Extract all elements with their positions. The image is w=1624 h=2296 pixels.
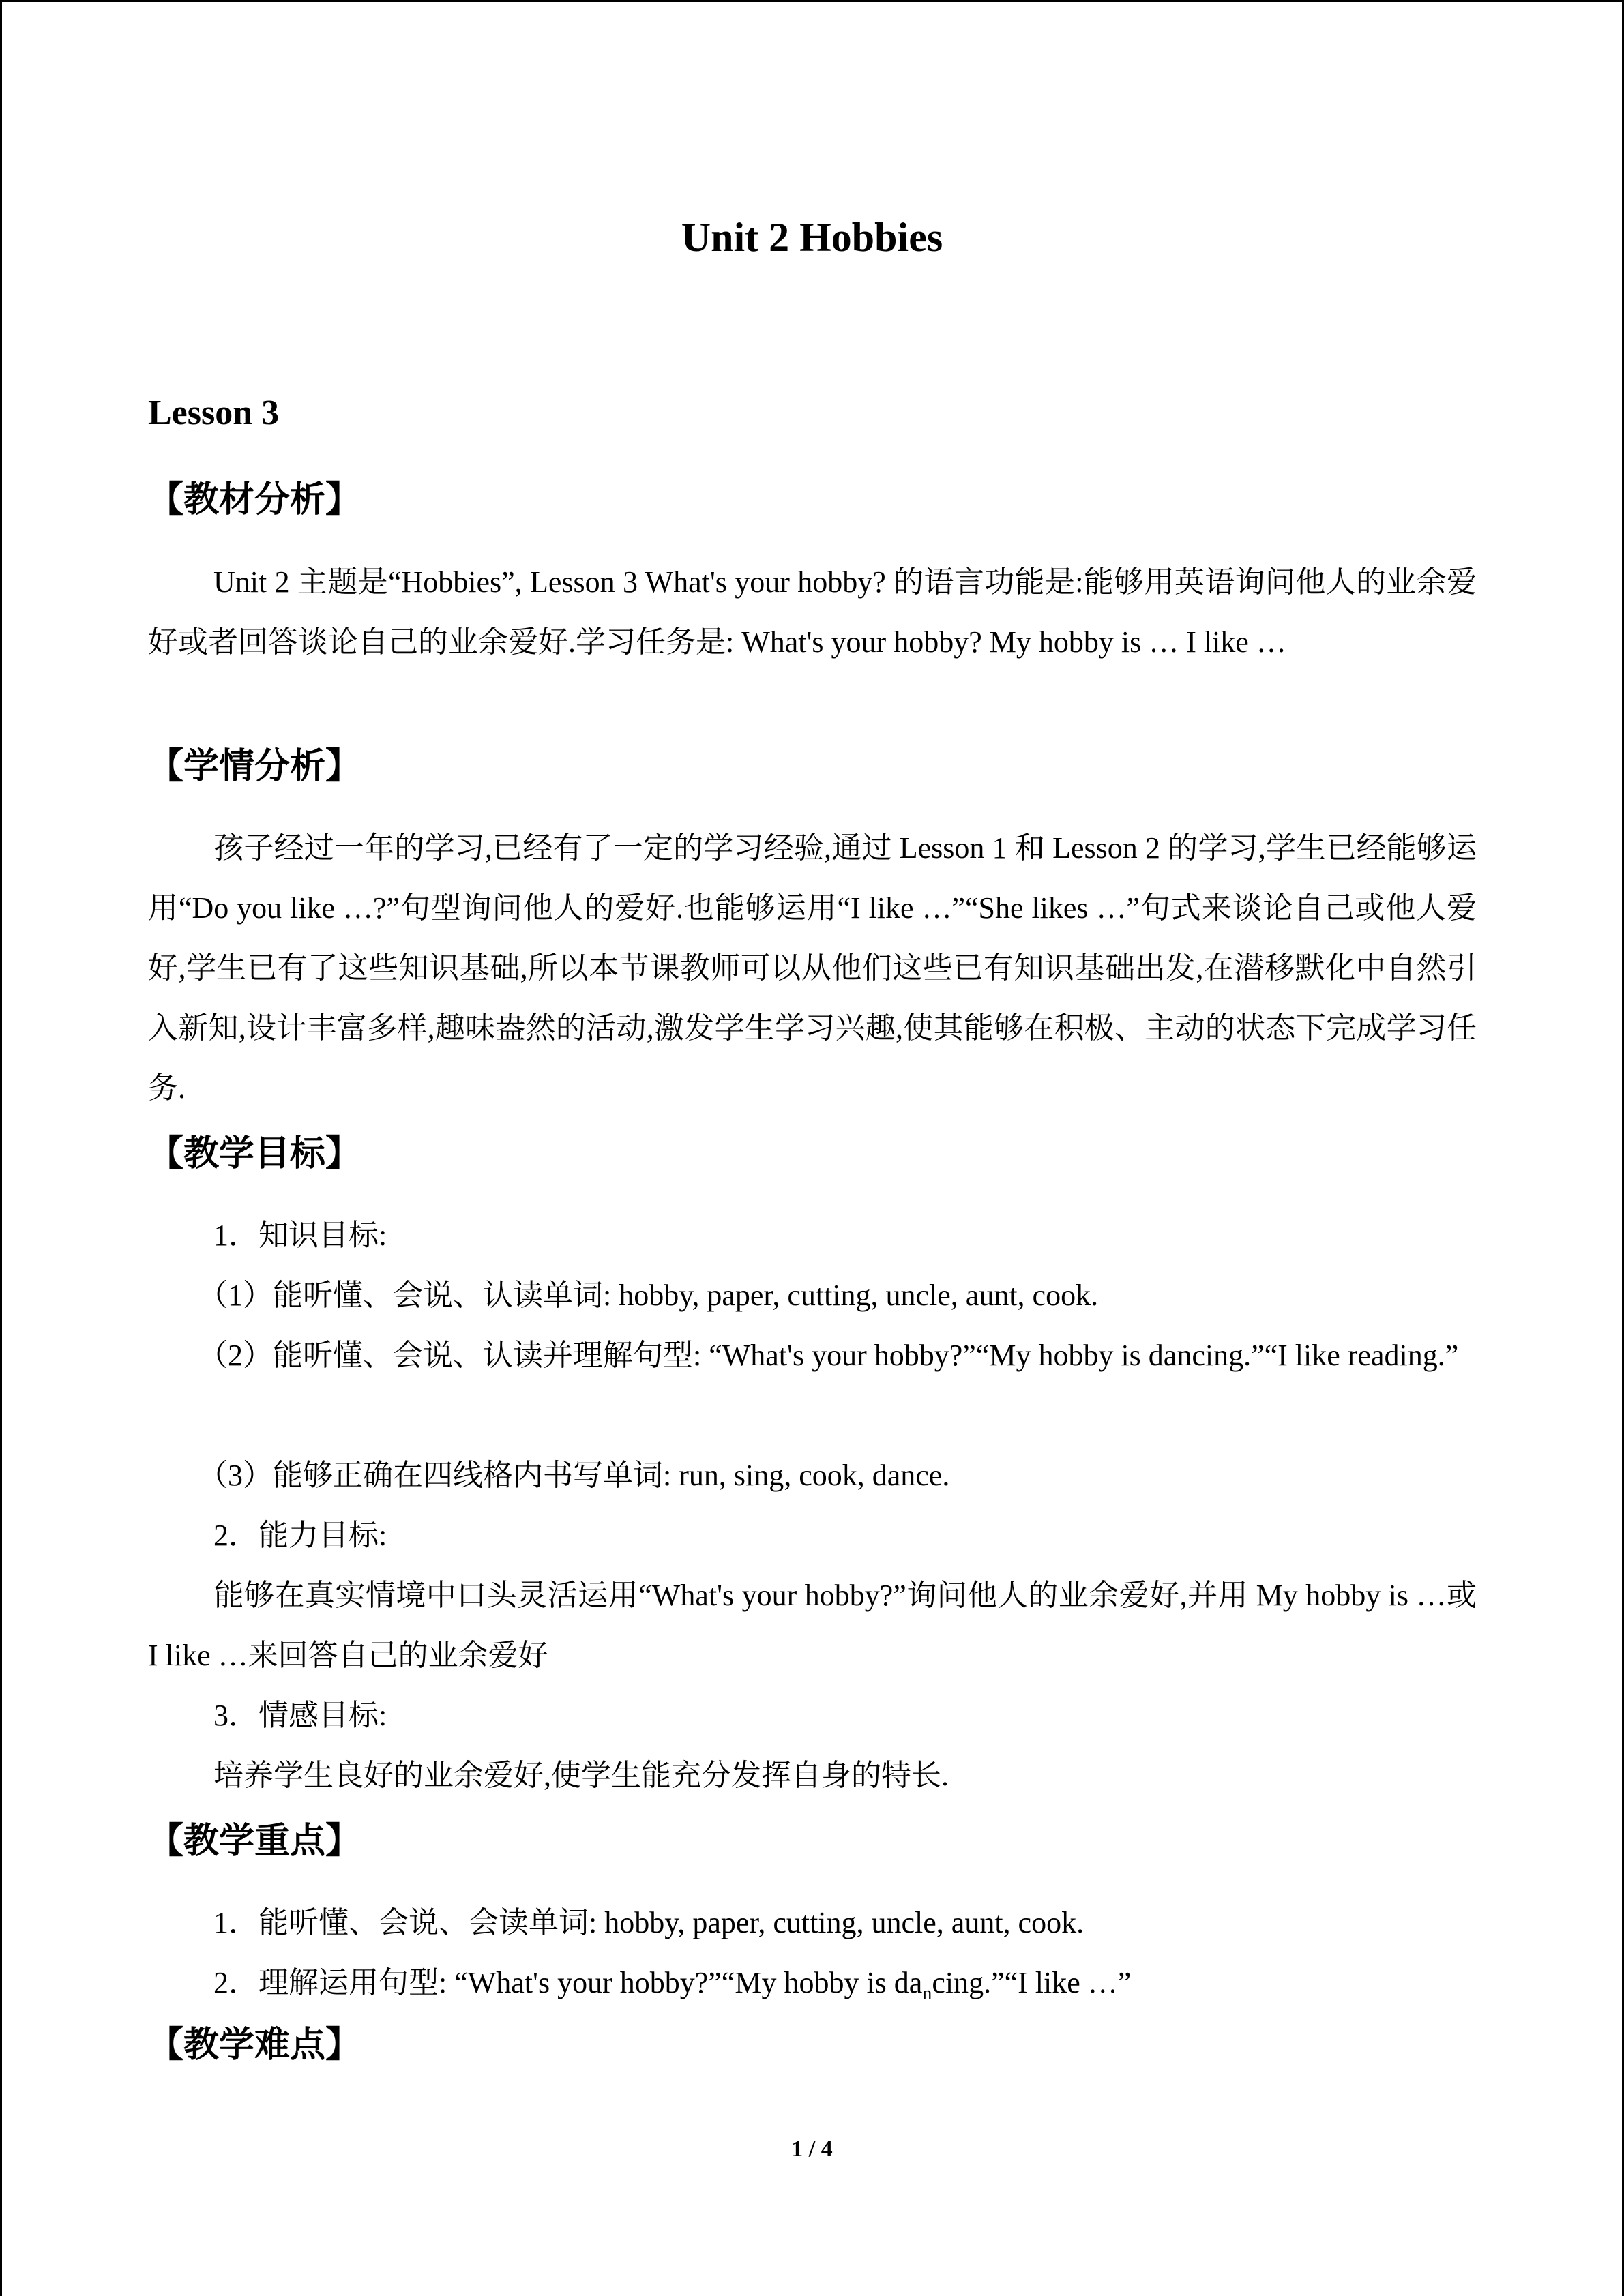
lesson-label: Lesson 3	[148, 393, 280, 432]
heading-student-analysis: 【学情分析】	[148, 746, 361, 787]
knowledge-goal-title: 1．知识目标:	[213, 1219, 387, 1252]
knowledge-goal-1: （1）能听懂、会说、认读单词: hobby, paper, cutting, uncle, aunt, cook.	[198, 1279, 1099, 1312]
heading-difficult-points: 【教学难点】	[148, 2025, 361, 2066]
document-title: Unit 2 Hobbies	[681, 215, 943, 260]
knowledge-goal-2	[148, 1326, 1477, 1386]
material-analysis-text: Unit 2 主题是“Hobbies”, Lesson 3 What's your hobby? 的语言功能是:能够用英语询问他人的业余爱好或者回答谈论自己的业余爱好.学习任务是: What's your hobby? My hobby is … I like …	[148, 565, 1477, 659]
ability-goal-text: 能够在真实情境中口头灵活运用“What's your hobby?”询问他人的业余爱好,并用 My hobby is …或 I like …来回答自己的业余爱好	[148, 1579, 1477, 1672]
key-point-1: 1．能听懂、会说、会读单词: hobby, paper, cutting, uncle, aunt, cook.	[213, 1906, 1084, 1939]
heading-material-analysis: 【教材分析】	[148, 479, 361, 520]
key-point-2-subscript: n	[922, 1982, 932, 2004]
page-number: 1 / 4	[791, 2136, 833, 2162]
material-analysis-paragraph	[148, 552, 1477, 672]
page-border-top	[0, 0, 1624, 2]
ability-goal-paragraph	[148, 1566, 1477, 1686]
ability-goal-title: 2．能力目标:	[213, 1519, 387, 1552]
emotion-goal-text: 培养学生良好的业余爱好,使学生能充分发挥自身的特长.	[213, 1759, 949, 1792]
key-point-2	[213, 1953, 1131, 2024]
heading-key-points: 【教学重点】	[148, 1821, 361, 1862]
key-point-2-suffix: cing.”“I like …”	[932, 1966, 1132, 1999]
knowledge-goal-3: （3）能够正确在四线格内书写单词: run, sing, cook, dance.	[198, 1459, 950, 1492]
emotion-goal-title: 3．情感目标:	[213, 1699, 387, 1732]
page-border-left	[0, 0, 2, 2296]
heading-teaching-goals: 【教学目标】	[148, 1133, 361, 1174]
key-point-2-prefix: 2．理解运用句型: “What's your hobby?”“My hobby is da	[213, 1966, 923, 1999]
student-analysis-text: 孩子经过一年的学习,已经有了一定的学习经验,通过 Lesson 1 和 Lesson 2 的学习,学生已经能够运用“Do you like …?”句型询问他人的爱好.也能够运用“I like …”“She likes …”句式来谈论自己或他人爱好,学生已有了这些知识基础,所以本节课教师可以从他们这些已有知识基础出发,在潜移默化中自然引入新知,设计丰富多样,趣味盎然的活动,激发学生学习兴趣,使其能够在积极、主动的状态下完成学习任务.	[148, 831, 1477, 1105]
student-analysis-paragraph	[148, 818, 1477, 1118]
knowledge-goal-2-text: （2）能听懂、会说、认读并理解句型: “What's your hobby?”“My hobby is dancing.”“I like reading.”	[198, 1339, 1459, 1372]
